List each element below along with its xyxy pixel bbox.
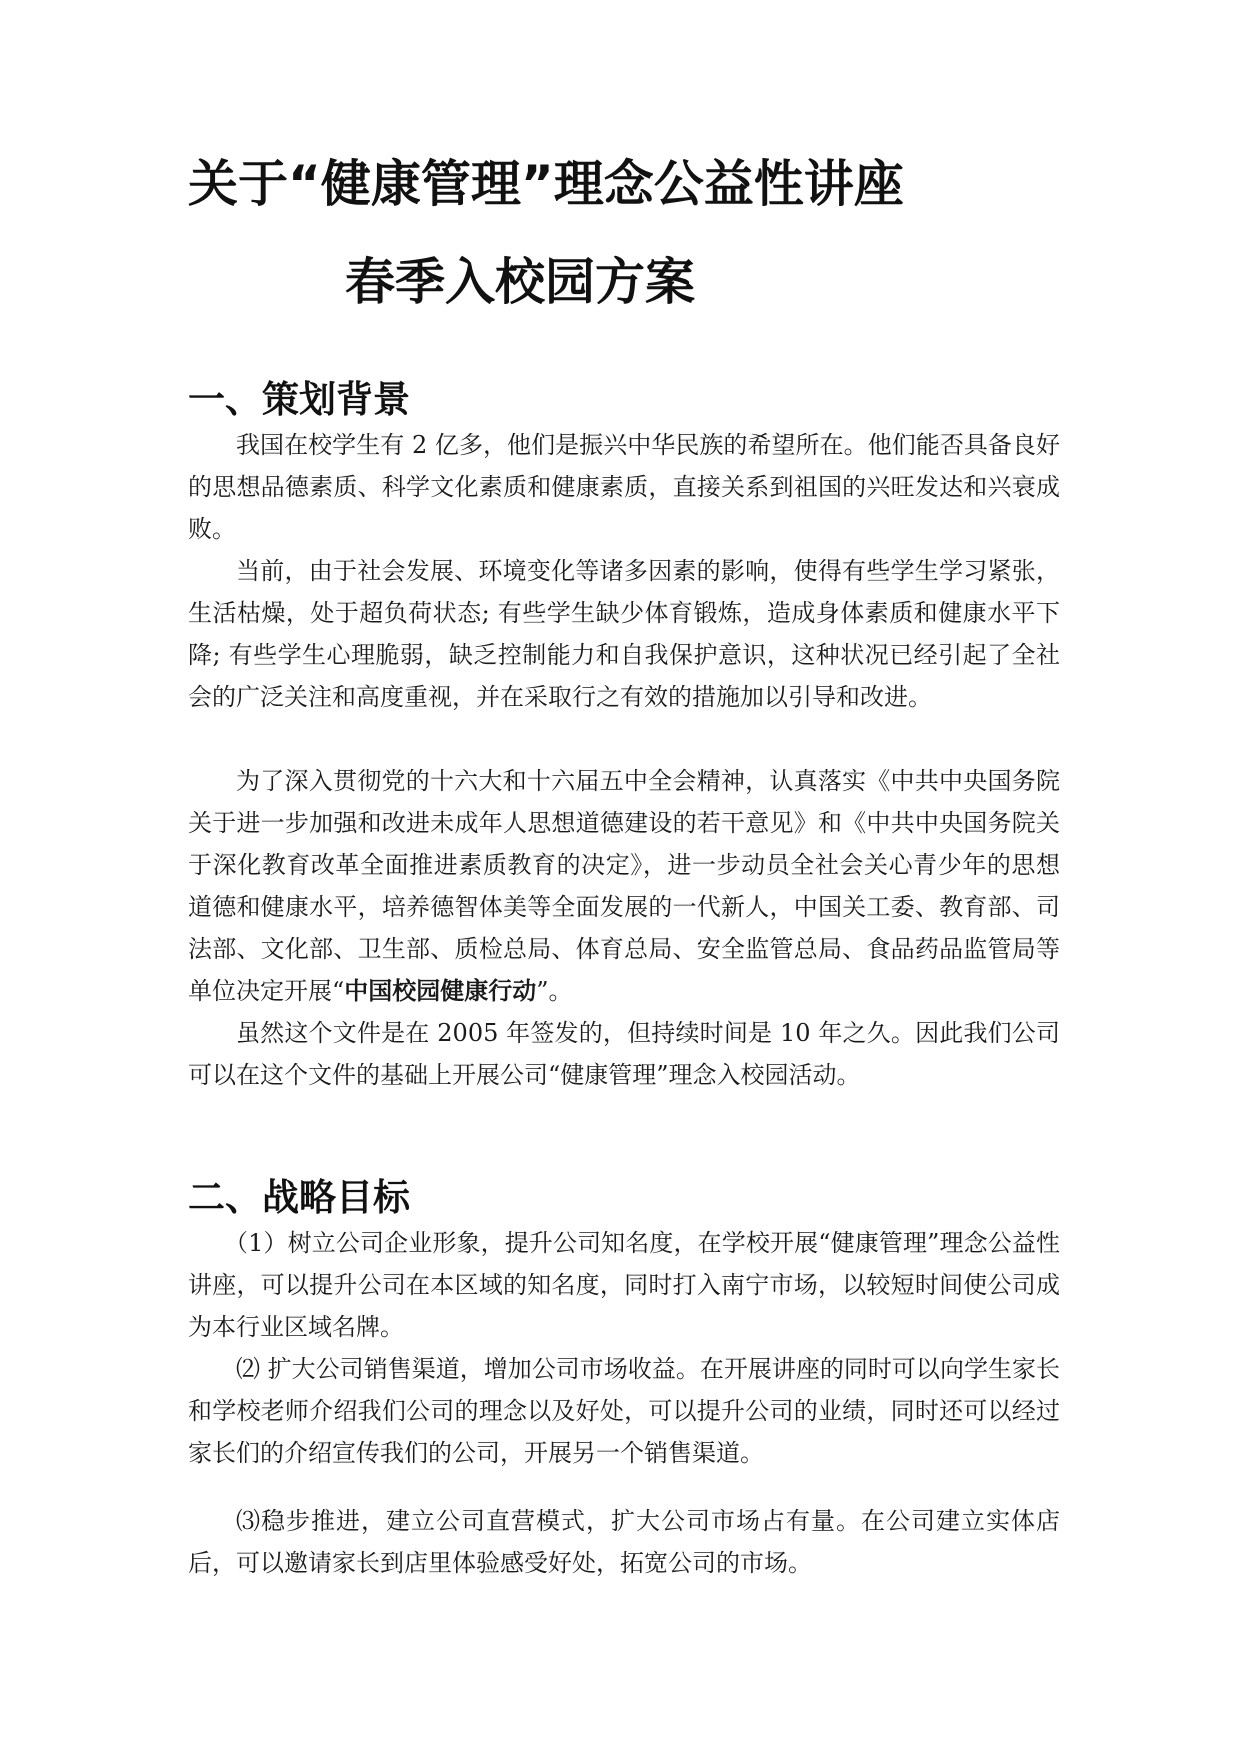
section1-paragraph-1: 我国在校学生有 2 亿多，他们是振兴中华民族的希望所在。他们能否具备良好的思想品德素质、科学文化素质和健康素质，直接关系到祖国的兴旺发达和兴衰成败。 [188,431,1060,543]
document-title-line1: 关于“健康管理”理念公益性讲座 [188,155,904,213]
section2-goal-2: ⑵ 扩大公司销售渠道，增加公司市场收益。在开展讲座的同时可以向学生家长和学校老师介绍我们公司的理念以及好处，可以提升公司的业绩，同时还可以经过家长们的介绍宣传我们的公司，开展另一个销售渠道。 [188,1355,1060,1467]
section1-paragraph-4: 虽然这个文件是在 2005 年签发的，但持续时间是 10 年之久。因此我们公司可以在这个文件的基础上开展公司“健康管理”理念入校园活动。 [188,1019,1060,1089]
campus-health-action-emphasis: 中国校园健康行动 [344,977,537,1005]
section2-heading: 二、战略目标 [188,1176,410,1219]
document-title-line2: 春季入校园方案 [345,253,695,311]
section1-paragraph-3-text: 为了深入贯彻党的十六大和十六届五中全会精神，认真落实《中共中央国务院关于进一步加强和改进未成年人思想道德建设的若干意见》和《中共中央国务院关于深化教育改革全面推进素质教育的决定》，进一步动员全社会关心青少年的思想道德和健康水平，培养德智体美等全面发展的一代新人，中国关工委、教育部、司法部、文化部、卫生部、质检总局、体育总局、安全监管总局、食品药品监管局等单位决定开展“ [188,767,1060,1005]
section1-heading: 一、策划背景 [188,378,410,421]
section2-goal-1: （1）树立公司企业形象，提升公司知名度，在学校开展“健康管理”理念公益性讲座，可以提升公司在本区域的知名度，同时打入南宁市场，以较短时间使公司成为本行业区域名牌。 [188,1229,1060,1341]
section1-paragraph-3 [188,760,1060,1012]
section1-paragraph-3-end: ”。 [536,977,573,1005]
section1-paragraph-2: 当前，由于社会发展、环境变化等诸多因素的影响，使得有些学生学习紧张，生活枯燥，处于超负荷状态; 有些学生缺少体育锻炼，造成身体素质和健康水平下降; 有些学生心理脆弱，缺乏控制能力和自我保护意识，这种状况已经引起了全社会的广泛关注和高度重视，并在采取行之有效的措施加以引导和改进。 [188,557,1060,711]
section2-goal-3: ⑶稳步推进，建立公司直营模式，扩大公司市场占有量。在公司建立实体店后，可以邀请家长到店里体验感受好处，拓宽公司的市场。 [188,1507,1060,1577]
